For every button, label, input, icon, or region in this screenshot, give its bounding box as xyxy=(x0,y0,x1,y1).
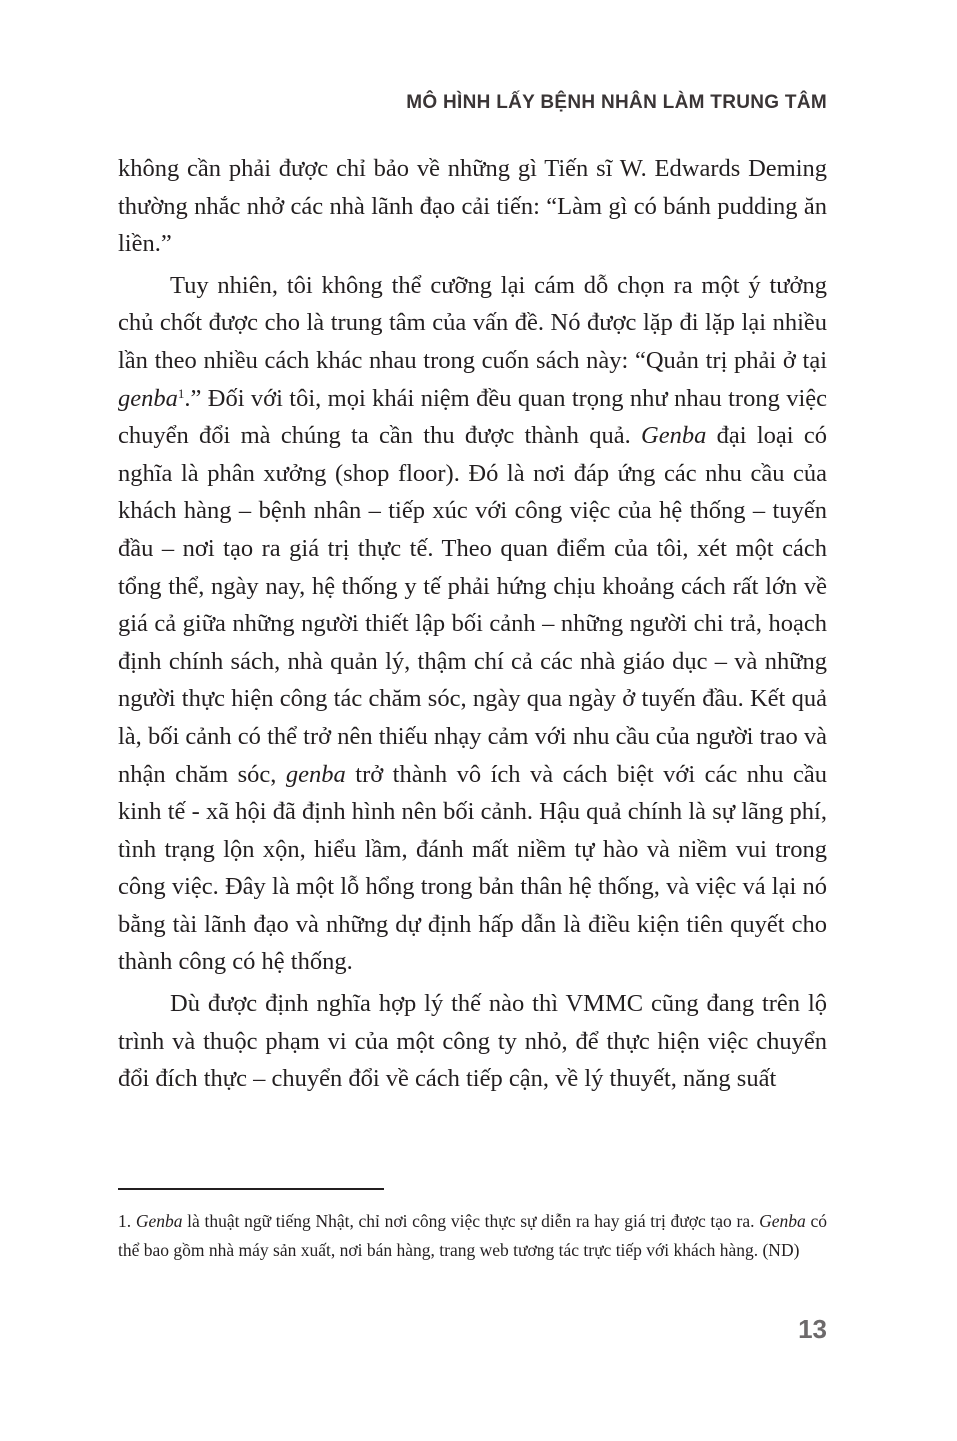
footnote-term: Genba xyxy=(759,1211,806,1231)
footnote-number: 1. xyxy=(118,1211,132,1231)
genba-term: Genba xyxy=(641,422,707,450)
footnote-divider xyxy=(118,1188,384,1190)
footnote-text-b: có thể bao gồm nhà máy sản xuất, nơi bán hàng, trang web tương tác trực tiếp với khách hàng. (ND) xyxy=(118,1211,827,1260)
paragraph-2-part-a: Tuy nhiên, tôi không thể cưỡng lại cám dỗ chọn ra một ý tưởng chủ chốt được cho là trung tâm của vấn đề. Nó được lặp đi lặp lại nhiều lần theo nhiều cách khác nhau trong cuốn sách này: “Quản trị phải ở tại xyxy=(118,271,827,374)
genba-term: genba xyxy=(285,760,346,788)
footnote-term: Genba xyxy=(135,1211,183,1231)
footnote-reference[interactable]: 1 xyxy=(177,385,185,401)
paragraph-2 xyxy=(118,267,827,981)
paragraph-1: không cần phải được chỉ bảo về những gì Tiến sĩ W. Edwards Deming thường nhắc nhở các nhà lãnh đạo cải tiến: “Làm gì có bánh pudding ăn liền.” xyxy=(118,155,827,258)
genba-term: genba xyxy=(118,384,178,412)
footnote-text-a: là thuật ngữ tiếng Nhật, chỉ nơi công việc thực sự diễn ra hay giá trị được tạo ra. xyxy=(182,1211,760,1231)
footnote xyxy=(118,1207,827,1264)
paragraph-2-part-d: trở thành vô ích và cách biệt với các nhu cầu kinh tế - xã hội đã định hình nên bối cảnh. Hậu quả chính là sự lãng phí, tình trạng lộn xộn, hiểu lầm, đánh mất niềm tự hào và niềm vui trong công việc. Đây là một lỗ hổng trong bản thân hệ thống, và việc vá lại nó bằng tài lãnh đạo và những dự định hấp dẫn là điều kiện tiên quyết cho thành công có hệ thống. xyxy=(118,760,828,976)
body-text xyxy=(118,150,827,1102)
paragraph-2-part-b: .” Đối với tôi, mọi khái niệm đều quan trọng như nhau trong việc chuyển đổi mà chúng ta cần thu được thành quả. xyxy=(118,384,827,450)
paragraph-3: Dù được định nghĩa hợp lý thế nào thì VMMC cũng đang trên lộ trình và thuộc phạm vi của một công ty nhỏ, để thực hiện việc chuyển đổi đích thực – chuyển đổi về cách tiếp cận, về lý thuyết, năng suất xyxy=(118,990,827,1093)
paragraph-2-part-c: đại loại có nghĩa là phân xưởng (shop floor). Đó là nơi đáp ứng các nhu cầu của khách hàng – bệnh nhân – tiếp xúc với công việc của hệ thống – tuyến đầu – nơi tạo ra giá trị thực tế. Theo quan điểm của tôi, xét một cách tổng thể, ngày nay, hệ thống y tế phải hứng chịu khoảng cách rất lớn về giá cả giữa những người thiết lập bối cảnh – những người chi trả, hoạch định chính sách, nhà quản lý, thậm chí cả các nhà giáo dục – và những người thực hiện công tác chăm sóc, ngày qua ngày ở tuyến đầu. Kết quả là, bối cảnh có thể trở nên thiếu nhạy cảm với nhu cầu của người trao và nhận chăm sóc, xyxy=(118,422,827,788)
page-number: 13 xyxy=(798,1314,827,1344)
running-header: MÔ HÌNH LẤY BỆNH NHÂN LÀM TRUNG TÂM xyxy=(406,92,827,113)
